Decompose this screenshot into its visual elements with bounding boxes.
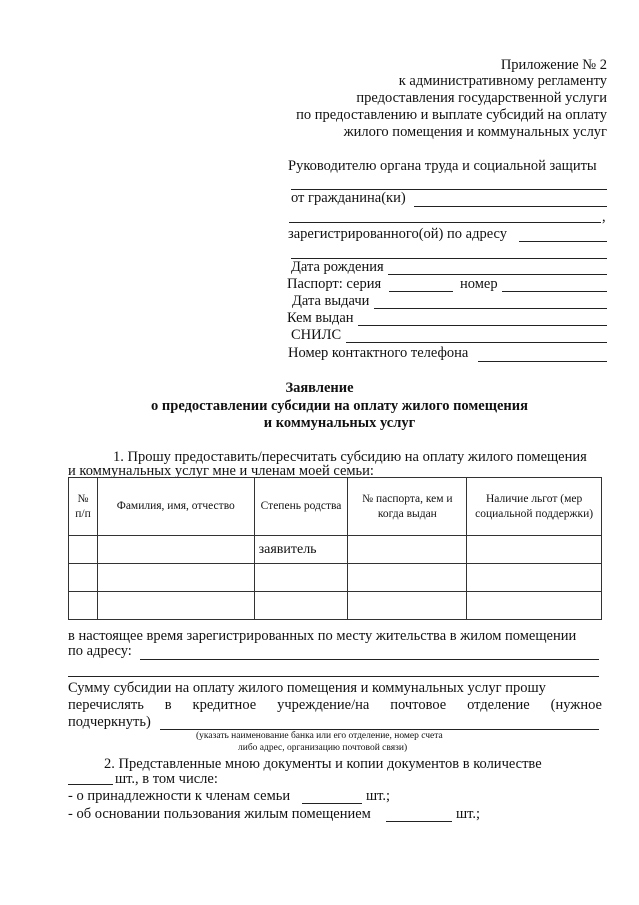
- table-cell[interactable]: [467, 536, 602, 564]
- phone-label: Номер контактного телефона: [288, 345, 469, 361]
- table-row: [69, 564, 602, 592]
- from-label: от гражданина(ки): [291, 190, 406, 206]
- from-name-line-2[interactable]: [289, 222, 601, 223]
- bank-details-line[interactable]: [160, 729, 599, 730]
- table-cell[interactable]: [97, 536, 254, 564]
- col-header-relation: Степень родства: [254, 478, 348, 536]
- appendix-line-3: по предоставлению и выплате субсидий на оплату: [296, 107, 607, 123]
- table-cell[interactable]: [467, 564, 602, 592]
- word: кредитное: [192, 697, 257, 713]
- table-cell[interactable]: [69, 536, 98, 564]
- bank-hint-2: либо адрес, организацию почтовой связи): [238, 743, 408, 753]
- table-row: [69, 592, 602, 620]
- para1-line-2: и коммунальных услуг мне и членам моей семьи:: [68, 463, 374, 479]
- para1-line-1: 1. Прошу предоставить/пересчитать субсидию на оплату жилого помещения: [113, 449, 587, 465]
- subsidy-text-line-2: [68, 697, 602, 714]
- col-header-number: № п/п: [69, 478, 98, 536]
- address-line-2[interactable]: [68, 676, 599, 677]
- registered-address-line[interactable]: [519, 241, 607, 242]
- table-cell[interactable]: [69, 592, 98, 620]
- appendix-line-2: предоставления государственной услуги: [356, 90, 607, 106]
- item2-unit: шт.;: [456, 806, 481, 822]
- passport-number-line[interactable]: [502, 291, 607, 292]
- word: отделение: [467, 697, 530, 713]
- snils-line[interactable]: [346, 342, 607, 343]
- table-cell[interactable]: [97, 592, 254, 620]
- para2-line-1: 2. Представленные мною документы и копии документов в количестве: [104, 756, 542, 772]
- appendix-line-4: жилого помещения и коммунальных услуг: [343, 124, 607, 140]
- registered-label: зарегистрированного(ой) по адресу: [288, 226, 507, 242]
- subsidy-text-line-1: Сумму субсидии на оплату жилого помещения и коммунальных услуг прошу: [68, 680, 546, 696]
- birth-date-label: Дата рождения: [291, 259, 384, 275]
- subsidy-text-line-3: подчеркнуть): [68, 714, 151, 730]
- table-row: [69, 536, 602, 564]
- table-header-row: [69, 478, 602, 536]
- issue-date-line[interactable]: [374, 308, 607, 309]
- table-cell[interactable]: [97, 564, 254, 592]
- birth-date-line[interactable]: [388, 274, 607, 275]
- word: почтовое: [390, 697, 447, 713]
- issue-date-label: Дата выдачи: [292, 293, 370, 309]
- word: учреждение/на: [277, 697, 370, 713]
- heading-line-2: о предоставлении субсидии на оплату жилого помещения: [151, 398, 528, 414]
- addressee-head: Руководителю органа труда и социальной защиты: [288, 158, 597, 174]
- table-cell[interactable]: [348, 564, 467, 592]
- table-cell[interactable]: [69, 564, 98, 592]
- word: перечислять: [68, 697, 144, 713]
- col-header-fullname: Фамилия, имя, отчество: [97, 478, 254, 536]
- table-cell[interactable]: [467, 592, 602, 620]
- col-header-passport: № паспорта, кем и когда выдан: [348, 478, 467, 536]
- item2-count-line[interactable]: [386, 821, 452, 822]
- documents-count-line[interactable]: [68, 784, 113, 785]
- item1-label: - о принадлежности к членам семьи: [68, 788, 291, 804]
- appendix-line-1: к административному регламенту: [398, 73, 607, 89]
- phone-line[interactable]: [478, 361, 607, 362]
- heading-title: Заявление: [285, 380, 354, 396]
- para2-line-2: шт., в том числе:: [115, 771, 218, 787]
- snils-label: СНИЛС: [291, 327, 342, 343]
- registered-text-line-1: в настоящее время зарегистрированных по месту жительства в жилом помещении: [68, 628, 577, 644]
- item1-count-line[interactable]: [302, 803, 362, 804]
- issued-by-label: Кем выдан: [287, 310, 354, 326]
- item1-unit: шт.;: [366, 788, 391, 804]
- table-cell[interactable]: [254, 564, 348, 592]
- address-line[interactable]: [140, 659, 599, 660]
- table-cell[interactable]: [348, 536, 467, 564]
- from-name-line[interactable]: [414, 206, 607, 207]
- registered-text-line-2: по адресу:: [68, 643, 132, 659]
- table-cell[interactable]: заявитель: [254, 536, 348, 564]
- passport-number-label: номер: [460, 276, 498, 292]
- word: в: [164, 697, 172, 713]
- family-table: [68, 477, 602, 620]
- passport-series-label: Паспорт: серия: [287, 276, 382, 292]
- table-cell[interactable]: [348, 592, 467, 620]
- word: (нужное: [550, 697, 602, 713]
- heading-line-3: и коммунальных услуг: [263, 415, 416, 431]
- item2-label: - об основании пользования жилым помещением: [68, 806, 371, 822]
- issued-by-line[interactable]: [358, 325, 607, 326]
- comma-mark: ,: [602, 209, 606, 225]
- appendix-title: Приложение № 2: [500, 57, 607, 73]
- bank-hint-1: (указать наименование банка или его отделение, номер счета: [196, 731, 443, 741]
- passport-series-line[interactable]: [389, 291, 453, 292]
- table-cell[interactable]: [254, 592, 348, 620]
- col-header-benefits: Наличие льгот (мер социальной поддержки): [467, 478, 602, 536]
